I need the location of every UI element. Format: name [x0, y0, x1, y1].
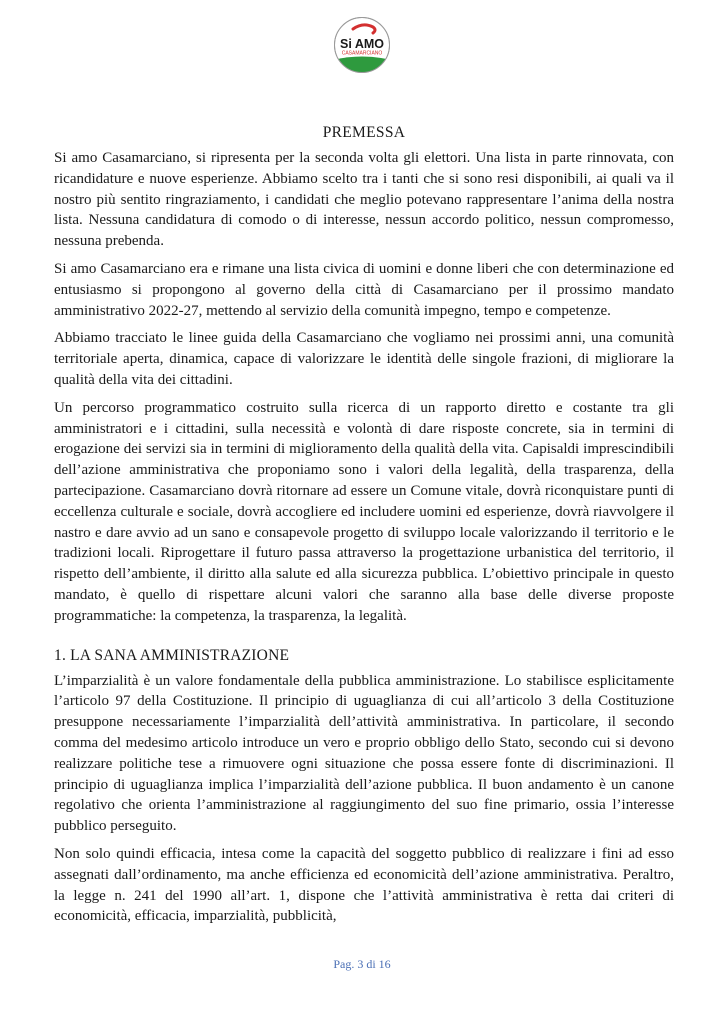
paragraph: Un percorso programmatico costruito sulla ricerca di un rapporto diretto e costante tra gli amministratori e i cittadini, sulla necessità e volontà di dare risposte concrete, sia in termini di erogazione dei servizi sia in termini di miglioramento della qualità della vita. Capisaldi imprescindibili dell’azione amministrativa che proponiamo sono i valori della legalità, della trasparenza, della partecipazione. Casamarciano dovrà ritornare ad essere un Comune vitale, dovrà riconquistare punti di eccellenza culturale e sociale, dovrà accogliere ed includere uomini ed esperienze, dovrà riavvolgere il nastro e dare avvio ad un sano e consapevole progetto di sviluppo locale valorizzando il territorio e le tradizioni locali. Riprogettare il futuro passa attraverso la progettazione urbanistica del territorio, il rispetto dell’ambiente, il diritto alla salute ed alla sicurezza pubblica. L’obiettivo principale in questo mandato, è quello di rispettare alcuni valori che saranno alla base delle diverse proposte programmatiche: la competenza, la trasparenza, la legalità. [54, 399, 674, 624]
party-logo [333, 16, 391, 74]
page-number: Pag. 3 di 16 [333, 957, 391, 971]
paragraph: Non solo quindi efficacia, intesa come la capacità del soggetto pubblico di realizzare i fini ad esso assegnati dall’ordinamento, ma anche efficienza ed economicità dell’azione amministrativa. Peraltro, la legge n. 241 del 1990 all’art. 1, dispone che l’attività amministrativa è retta dai criteri di economicità, efficacia, imparzialità, pubblicità, [54, 845, 674, 925]
paragraph: Si amo Casamarciano era e rimane una lista civica di uomini e donne liberi che con determinazione ed entusiasmo si propongono al governo della città di Casamarciano per il prossimo mandato amministrativo 2022-27, mettendo al servizio della comunità impegno, tempo e competenze. [54, 260, 674, 319]
logo-subtext: CASAMARCIANO [341, 50, 383, 57]
document-body [54, 123, 674, 934]
page-title: PREMESSA [322, 124, 406, 141]
paragraph: L’imparzialità è un valore fondamentale della pubblica amministrazione. Lo stabilisce esplicitamente l’articolo 97 della Costituzione. Il principio di uguaglianza di cui all’articolo 3 della Costituzione presuppone necessariamente l’imparzialità dell’attività amministrativa. In particolare, il secondo comma del medesimo articolo introduce un vero e proprio obbligo dello Stato, secondo cui si devono realizzare politiche tese a rimuovere ogni situazione che possa essere fonte di discriminazioni. Il principio di uguaglianza implica l’imparzialità dell’azione pubblica. Il buon andamento è un canone regolativo che orienta l’amministrazione al raggiungimento del suo fine primario, ossia l’interesse pubblico perseguito. [54, 672, 674, 835]
section-heading: 1. LA SANA AMMINISTRAZIONE [54, 646, 290, 664]
paragraph: Abbiamo tracciato le linee guida della Casamarciano che vogliamo nei prossimi anni, una comunità territoriale aperta, dinamica, capace di valorizzare le identità delle singole frazioni, di migliorare la qualità della vita dei cittadini. [54, 330, 674, 388]
paragraph: Si amo Casamarciano, si ripresenta per la seconda volta gli elettori. Una lista in parte rinnovata, con ricandidature e nuove esperienze. Abbiamo scelto tra i tanti che si sono resi disponibili, ai quali va il nostro più sentito ringraziamento, i candidati che meglio potevano rappresentare l’anima della nostra lista. Nessuna candidatura di comodo o di interesse, nessun accordo politico, nessun compromesso, nessuna prebenda. [54, 150, 674, 250]
party-logo-icon [333, 16, 391, 74]
logo-text: Si AMO [340, 37, 384, 51]
